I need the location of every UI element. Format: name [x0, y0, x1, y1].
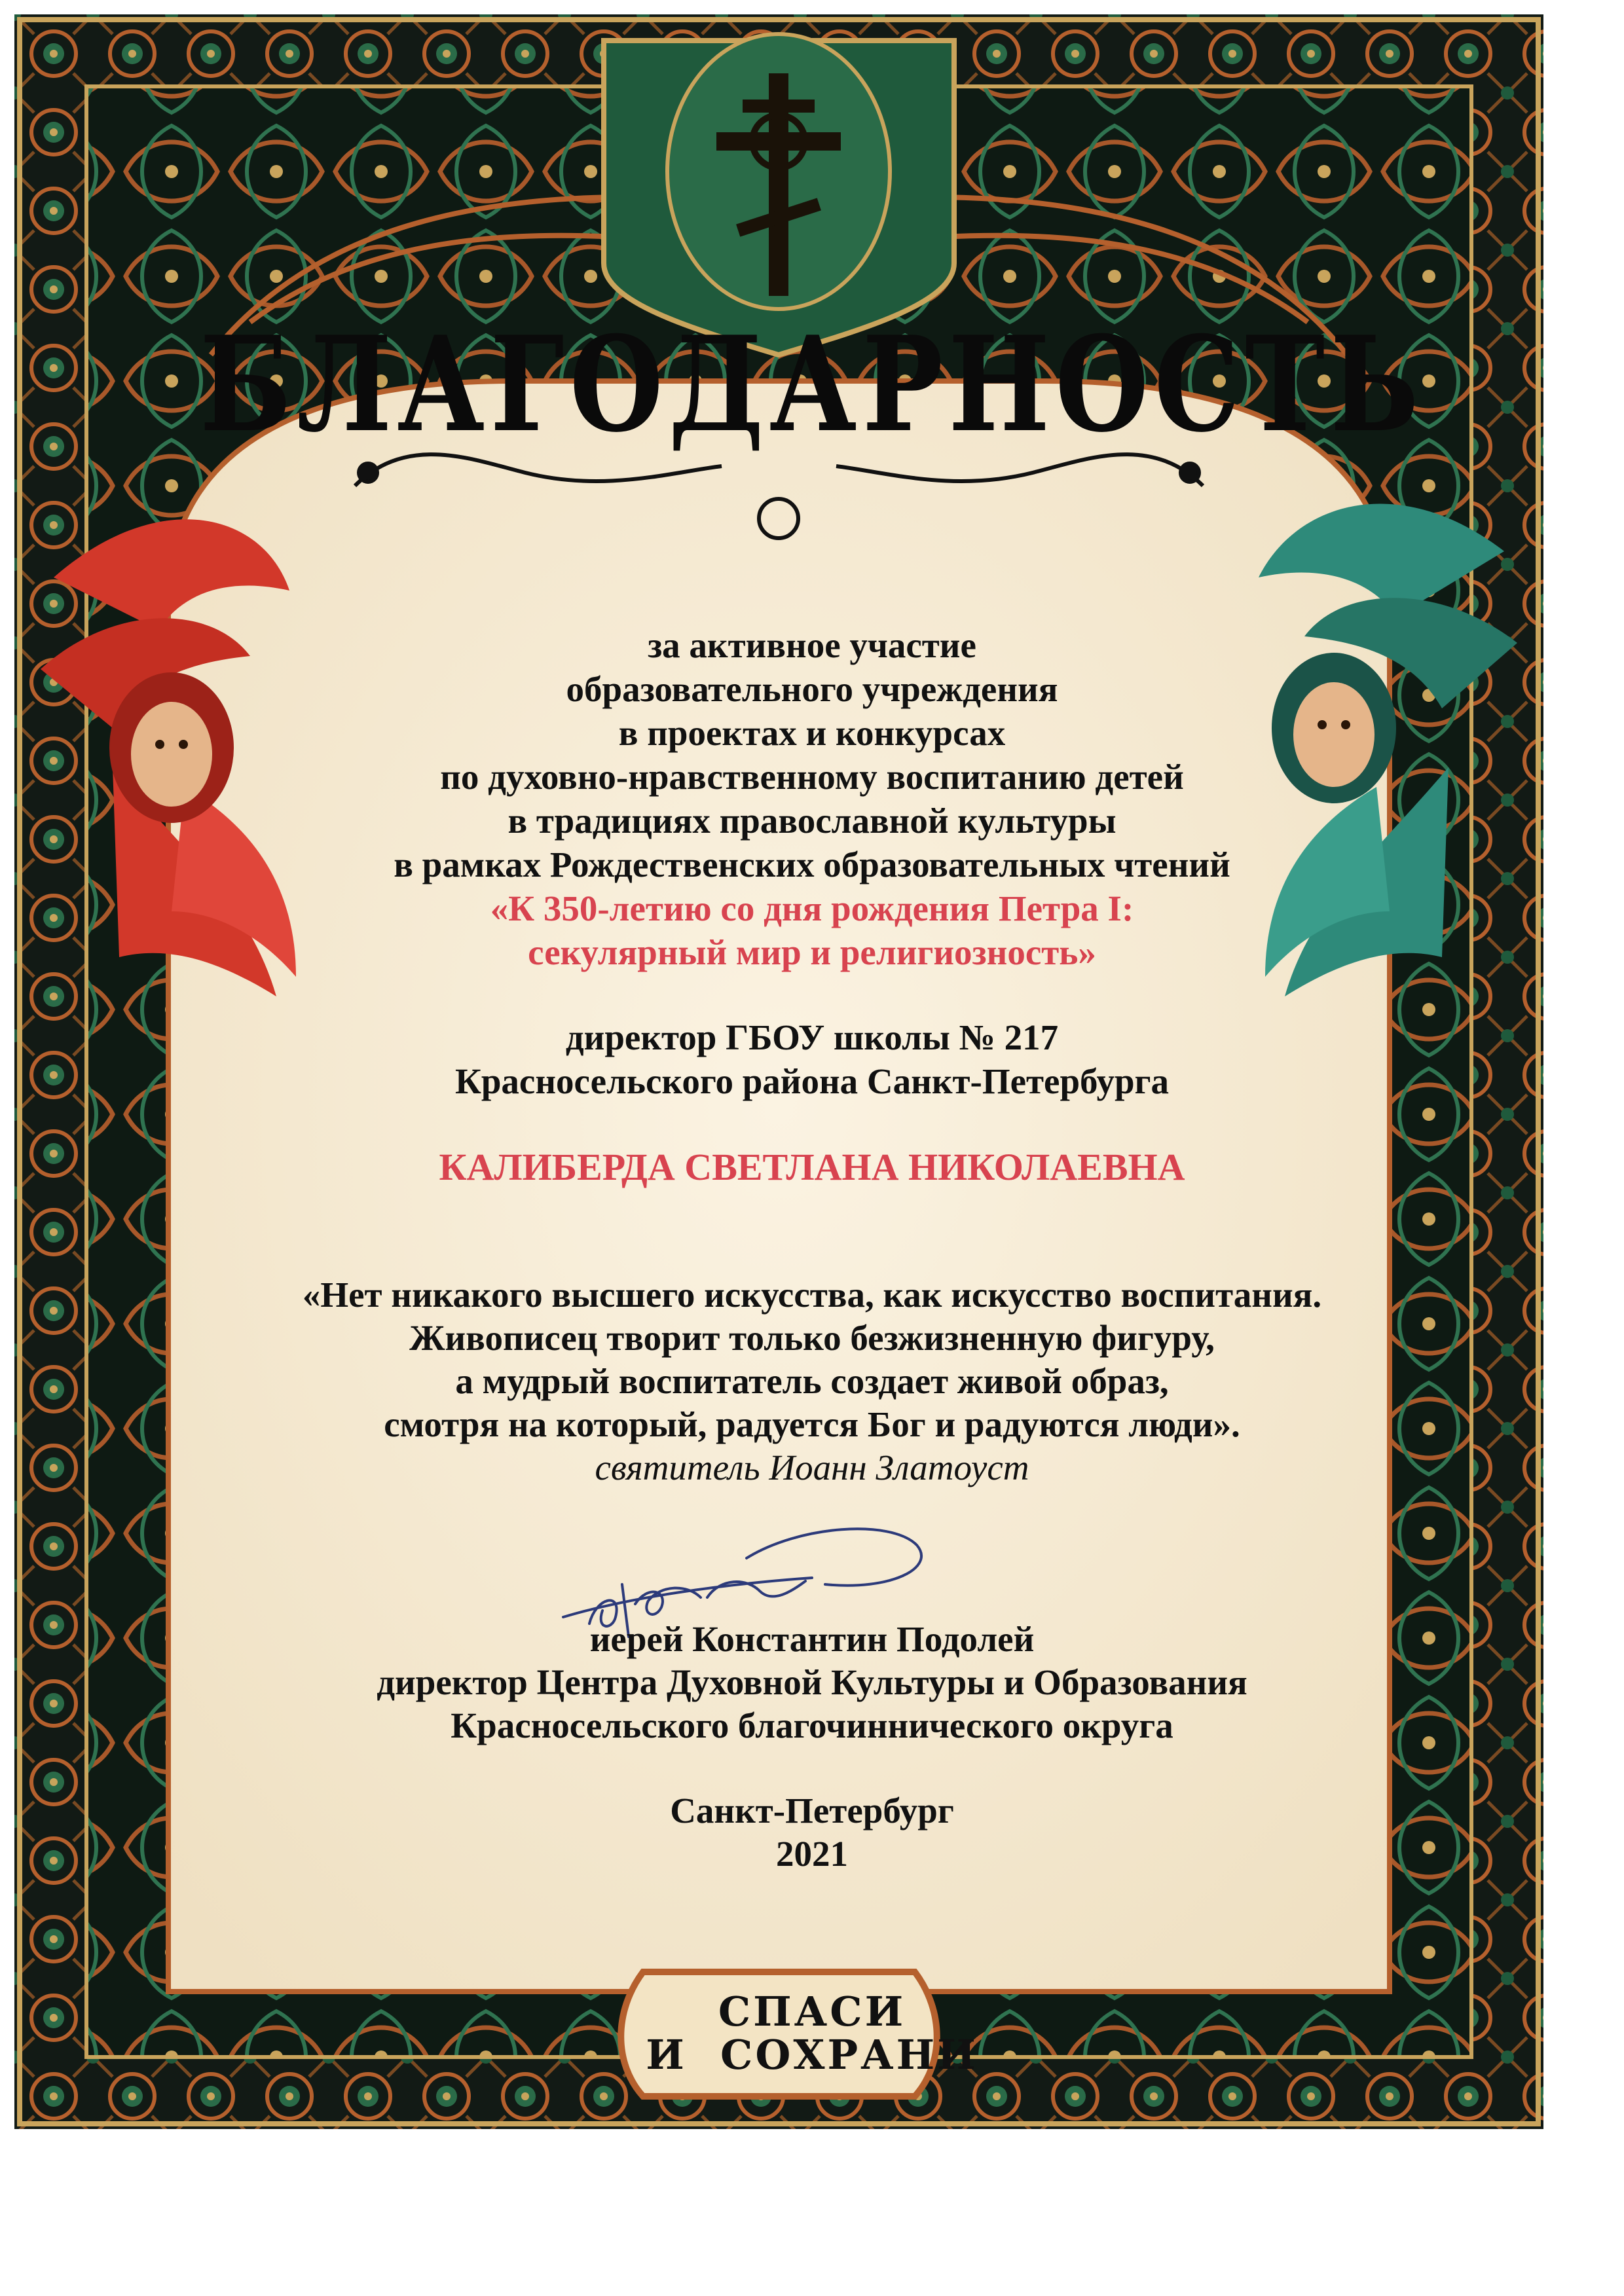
- quote-line: смотря на который, радуется Бог и радуются люди».: [384, 1404, 1240, 1444]
- certificate-title: БЛАГОДАРНОСТЬ: [200, 308, 1424, 462]
- recipient-position-line: директор ГБОУ школы № 217: [565, 1017, 1059, 1057]
- quote-line: а мудрый воспитатель создает живой образ,: [455, 1361, 1169, 1401]
- quote-line: «Нет никакого высшего искусства, как искусство воспитания.: [302, 1275, 1322, 1315]
- reason-line: в традициях православной культуры: [507, 801, 1116, 841]
- reason-line: в рамках Рождественских образовательных чтений: [394, 845, 1230, 884]
- reason-line: по духовно-нравственному воспитанию детей: [440, 757, 1184, 797]
- signatory-line: иерей Константин Подолей: [589, 1619, 1035, 1659]
- reason-line: в проектах и конкурсах: [618, 713, 1006, 753]
- city: Санкт-Петербург: [670, 1791, 954, 1831]
- recipient-name: КАЛИБЕРДА СВЕТЛАНА НИКОЛАЕВНА: [439, 1146, 1185, 1188]
- year: 2021: [776, 1834, 848, 1874]
- reason-line: за активное участие: [648, 625, 976, 665]
- quote-line: Живописец творит только безжизненную фигуру,: [409, 1318, 1215, 1358]
- quote-author: святитель Иоанн Златоуст: [595, 1448, 1029, 1487]
- signatory-line: директор Центра Духовной Культуры и Образования: [377, 1662, 1247, 1702]
- reason-line: образовательного учреждения: [566, 669, 1058, 709]
- theme-line: секулярный мир и религиозность»: [528, 932, 1096, 972]
- theme-line: «К 350-летию со дня рождения Петра I:: [490, 888, 1134, 928]
- motto-line: СПАСИ: [718, 1988, 906, 2035]
- motto-line: И СОХРАНИ: [646, 2031, 978, 2079]
- signatory-line: Красносельского благочиннического округа: [451, 1705, 1173, 1745]
- recipient-position-line: Красносельского района Санкт-Петербурга: [454, 1061, 1170, 1101]
- cross-medallion-icon: [604, 34, 954, 355]
